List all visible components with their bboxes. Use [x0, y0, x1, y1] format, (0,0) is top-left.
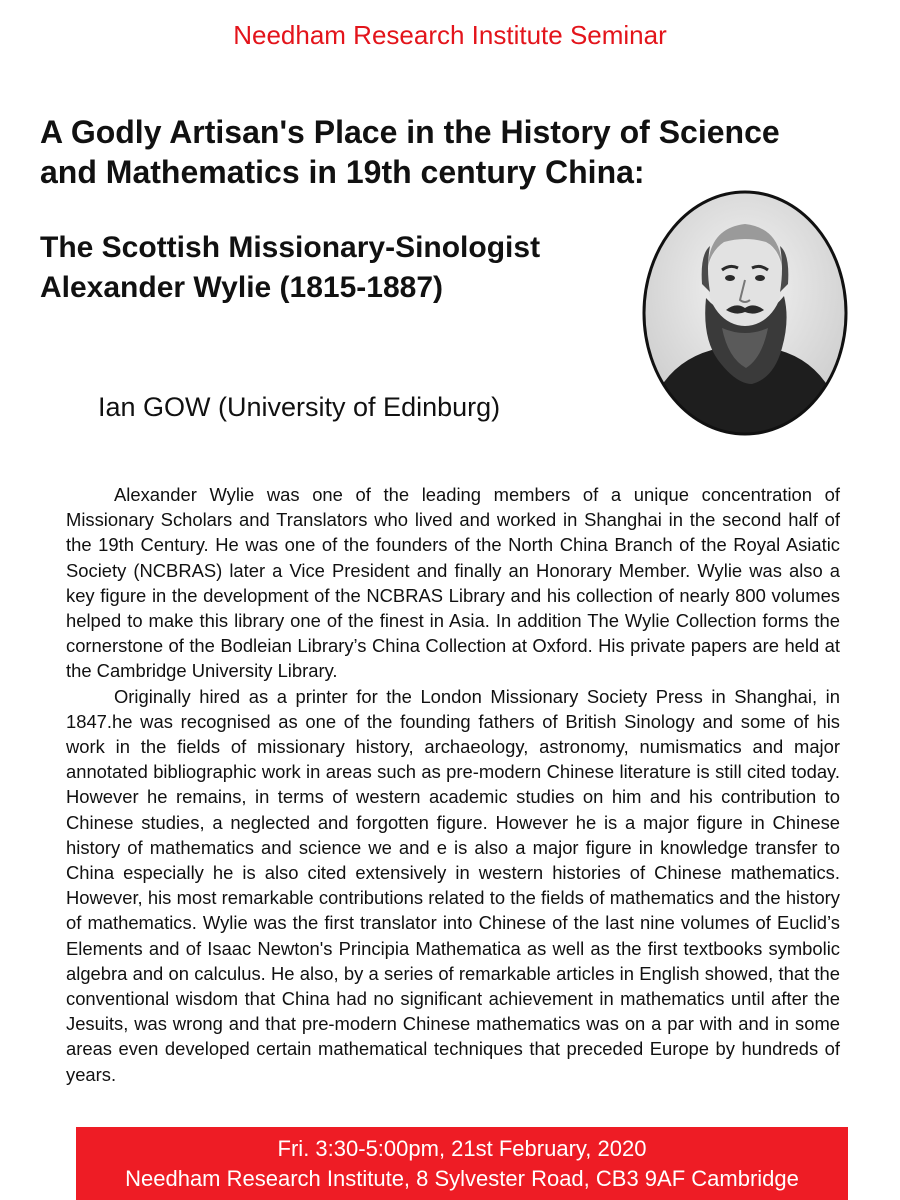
abstract-text: [66, 482, 840, 1087]
abstract-paragraph-1: Alexander Wylie was one of the leading members of a unique concentration of Missionary Scholars and Translators who lived and worked in Shanghai in the second half of the 19th Century. He was one of the founders of the North China Branch of the Royal Asiatic Society (NCBRAS) later a Vice President and finally an Honorary Member. Wylie was also a key figure in the development of the NCBRAS Library and his collection of nearly 800 volumes helped to make this library one of the finest in Asia. In addition The Wylie Collection forms the cornerstone of the Bodleian Library’s China Collection at Oxford. His private papers are held at the Cambridge University Library.: [66, 484, 840, 682]
speaker-name: Ian GOW (University of Edinburg): [98, 392, 501, 422]
talk-subtitle-line-1: The Scottish Missionary-Sinologist: [40, 231, 541, 264]
event-details-banner: [76, 1127, 848, 1200]
portrait-photo: [640, 188, 850, 438]
talk-subtitle: [40, 228, 640, 308]
talk-title-line-1: A Godly Artisan's Place in the History of Science: [40, 114, 780, 150]
portrait-photo-icon: [640, 188, 850, 438]
talk-subtitle-line-2: Alexander Wylie (1815-1887): [40, 271, 443, 304]
abstract-paragraph-2: Originally hired as a printer for the London Missionary Society Press in Shanghai, in 1847.he was recognised as one of the founding fathers of British Sinology and some of his work in the fields of missionary history, archaeology, astronomy, numismatics and major annotated bibliographic work in areas such as pre-modern Chinese literature is still cited today. However he remains, in terms of western academic studies on him and his contribution to Chinese studies, a neglected and forgotten figure. However he is a major figure in Chinese history of mathematics and science we and e is also a major figure in knowledge transfer to China especially he is also cited extensively in western histories of Chinese mathematics. However, his most remarkable contributions related to the fields of mathematics and the history of mathematics. Wylie was the first translator into Chinese of the last nine volumes of Euclid’s Elements and of Isaac Newton's Principia Mathematica as well as the first textbooks symbolic algebra and on calculus. He also, by a series of remarkable articles in English showed, that the conventional wisdom that China had no significant achievement in mathematics until after the Jesuits, was wrong and that pre-modern Chinese mathematics was on a par with and in some areas even developed certain mathematical techniques that preceded Europe by hundreds of years.: [66, 685, 840, 1085]
talk-title: [40, 112, 860, 192]
event-datetime: Fri. 3:30-5:00pm, 21st February, 2020: [277, 1135, 647, 1161]
talk-title-line-2: and Mathematics in 19th century China:: [40, 154, 645, 190]
seminar-series-header: Needham Research Institute Seminar: [233, 20, 667, 50]
event-venue: Needham Research Institute, 8 Sylvester Road, CB3 9AF Cambridge: [125, 1165, 799, 1191]
